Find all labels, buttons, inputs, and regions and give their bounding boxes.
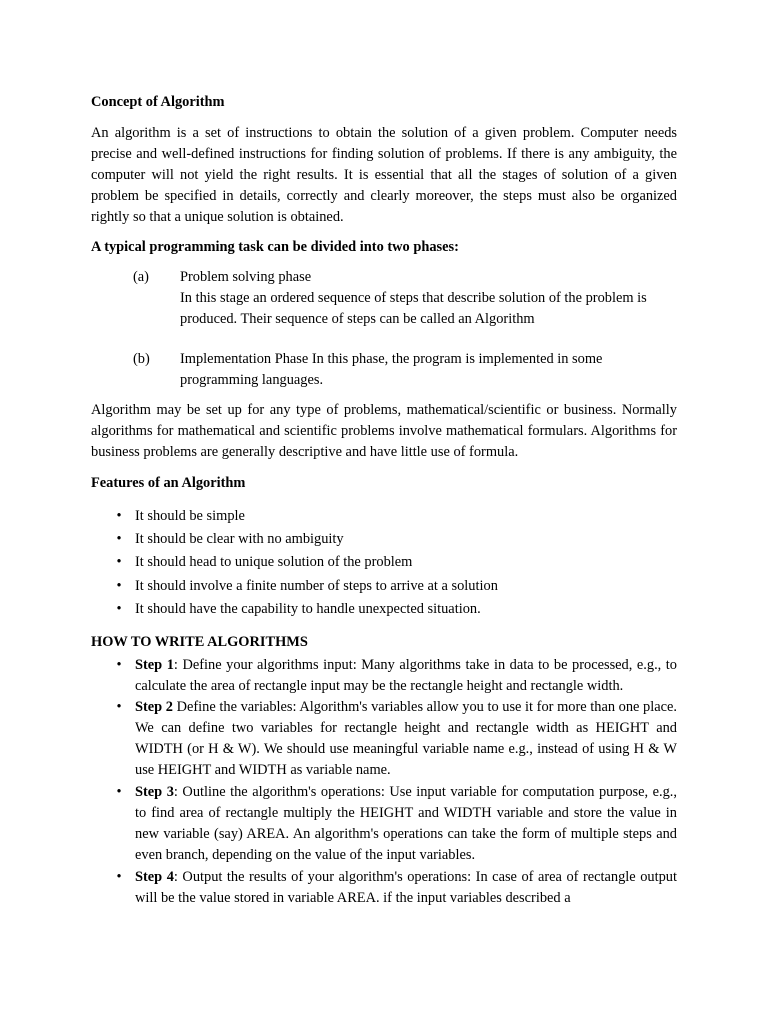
bullet: • xyxy=(116,869,122,885)
bullet: • xyxy=(116,578,122,594)
feature-text: It should be clear with no ambiguity xyxy=(135,531,344,547)
list-item xyxy=(0,576,768,597)
phase-a-text: In this stage an ordered sequence of steps that describe solution of the problem is produced. Their sequence of steps can be called an Algorithm xyxy=(180,290,647,327)
list-item xyxy=(0,506,768,527)
phase-b-text: Implementation Phase In this phase, the program is implemented in some programming languages. xyxy=(180,351,603,388)
step-label: Step 2 xyxy=(135,699,173,715)
concept-heading: Concept of Algorithm xyxy=(91,94,225,110)
phase-a-title: Problem solving phase xyxy=(180,269,312,285)
bullet: • xyxy=(116,699,122,715)
phase-b-label: (b) xyxy=(133,351,150,367)
step-2 xyxy=(135,697,677,781)
feature-text: It should have the capability to handle unexpected situation. xyxy=(135,601,481,617)
feature-text: It should be simple xyxy=(135,508,245,524)
phases-heading: A typical programming task can be divided into two phases: xyxy=(91,239,459,255)
bullet: • xyxy=(116,784,122,800)
feature-text: It should involve a finite number of steps to arrive at a solution xyxy=(135,578,498,594)
step-label: Step 3 xyxy=(135,784,174,800)
list-item xyxy=(0,529,768,550)
phase-a-label: (a) xyxy=(133,269,149,285)
bullet: • xyxy=(116,531,122,547)
step-text: : Outline the algorithm's operations: Use input variable for computation purpose, e.g., to find area of rectangle multiply the HEIGHT and WIDTH variable and store the value in new variable (say) AREA. An algorithm's operations can take the form of multiple steps and even branch, depending on the value of the input variables. xyxy=(135,784,677,863)
howto-heading: HOW TO WRITE ALGORITHMS xyxy=(91,634,308,650)
step-1 xyxy=(135,655,677,697)
bullet: • xyxy=(116,601,122,617)
step-text: : Define your algorithms input: Many algorithms take in data to be processed, e.g., to calculate the area of rectangle input may be the rectangle height and rectangle width. xyxy=(135,657,677,694)
bullet: • xyxy=(116,554,122,570)
list-item xyxy=(0,599,768,620)
step-text: Define the variables: Algorithm's variables allow you to use it for more than one place. We can define two variables for rectangle height and rectangle width as HEIGHT and WIDTH (or H & W). We should use meaningful variable name e.g., instead of using H & W use HEIGHT and WIDTH as variable name. xyxy=(135,699,677,778)
step-label: Step 4 xyxy=(135,869,174,885)
step-4 xyxy=(135,867,677,909)
list-item xyxy=(0,552,768,573)
types-paragraph: Algorithm may be set up for any type of problems, mathematical/scientific or business. Normally algorithms for mathematical and scientific problems involve mathematical formulars. Algorithms for business problems are generally descriptive and have little use of formula. xyxy=(91,402,677,460)
concept-paragraph: An algorithm is a set of instructions to obtain the solution of a given problem. Computer needs precise and well-defined instructions for finding solution of problems. If there is any ambiguity, the computer will not yield the right results. It is essential that all the stages of solution of a given problem be specified in details, correctly and clearly moreover, the steps must also be organized rightly so that a unique solution is obtained. xyxy=(91,125,677,225)
step-3 xyxy=(135,782,677,866)
step-text: : Output the results of your algorithm's operations: In case of area of rectangle output will be the value stored in variable AREA. if the input variables described a xyxy=(135,869,677,906)
bullet: • xyxy=(116,508,122,524)
features-heading: Features of an Algorithm xyxy=(91,475,246,491)
bullet: • xyxy=(116,657,122,673)
feature-text: It should head to unique solution of the problem xyxy=(135,554,413,570)
step-label: Step 1 xyxy=(135,657,174,673)
